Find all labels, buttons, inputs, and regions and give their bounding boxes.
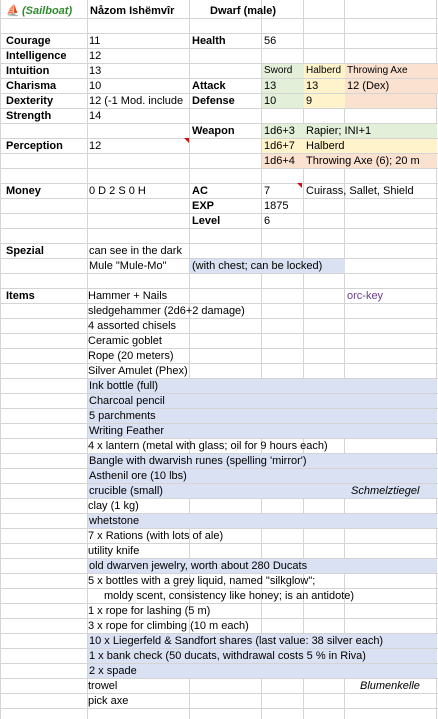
exp-label[interactable]: EXP [192,200,215,212]
special-mule[interactable]: Mule "Mule-Mo" [89,260,167,272]
row-gridline [0,228,438,229]
perception-value[interactable]: 12 [89,140,102,152]
row-gridline [0,168,438,169]
defense-halberd[interactable]: 9 [304,94,345,108]
list-item[interactable]: Bangle with dwarvish runes (spelling 'mirror') [88,454,437,468]
list-item[interactable]: 7 x Rations (with lots of ale) [88,530,224,542]
list-item[interactable]: 4 x lantern (metal with glass; oil for 9 hours each) [88,440,328,452]
health-label[interactable]: Health [192,35,226,47]
intuition-value[interactable]: 13 [89,65,102,77]
ac-value[interactable]: 7 [264,185,271,197]
charisma-label[interactable]: Charisma [6,80,57,92]
crucible-note[interactable]: Schmelztiegel [351,485,420,497]
list-item[interactable]: old dwarven jewelry, worth about 280 Ducats [88,559,437,573]
list-item[interactable]: Hammer + Nails [88,290,168,302]
weapon-label[interactable]: Weapon [192,125,235,137]
list-item[interactable]: Writing Feather [88,424,437,438]
weapon1-name[interactable]: Rapier; INI+1 [305,124,437,138]
list-item[interactable]: 1 x bank check (50 ducats, withdrawal costs 5 % in Riva) [88,649,437,663]
ac-description[interactable]: Cuirass, Sallet, Shield [306,185,414,197]
column-gridline [436,0,437,719]
items-label[interactable]: Items [6,290,35,302]
charisma-value[interactable]: 10 [89,80,102,92]
dexterity-label[interactable]: Dexterity [6,95,54,107]
level-value[interactable]: 6 [264,215,271,227]
list-item[interactable]: whetstone [88,514,437,528]
defense-label[interactable]: Defense [192,95,235,107]
column-gridline [0,0,1,719]
list-item[interactable]: pick axe [88,695,129,707]
list-item[interactable]: trowel [88,680,118,692]
list-item[interactable]: 2 x spade [88,664,437,678]
list-item[interactable]: Ink bottle (full) [88,379,437,393]
list-item[interactable]: 3 x rope for climbing (10 m each) [88,620,249,632]
list-item[interactable]: 5 parchments [88,409,437,423]
attack-halberd[interactable]: 13 [304,79,345,93]
weapon2-damage[interactable]: 1d6+7 [262,139,306,153]
special-line1[interactable]: can see in the dark [89,245,182,257]
defense-sword[interactable]: 10 [262,94,304,108]
list-item[interactable]: Ceramic goblet [88,335,162,347]
dexterity-value[interactable]: 12 (-1 Mod. include [89,95,184,107]
intelligence-label[interactable]: Intelligence [6,50,67,62]
list-item[interactable]: 10 x Liegerfeld & Sandfort shares (last value: 38 silver each) [88,634,437,648]
strength-label[interactable]: Strength [6,110,52,122]
defense-throwing-axe[interactable] [345,94,436,108]
courage-label[interactable]: Courage [6,35,51,47]
character-race[interactable]: Dwarf (male) [210,5,277,17]
row-gridline [0,273,438,274]
list-item[interactable]: crucible (small) [88,484,437,498]
comment-marker[interactable] [184,138,189,143]
list-item[interactable]: 4 assorted chisels [88,320,177,332]
weapon3-damage[interactable]: 1d6+4 [262,154,306,168]
orc-key-note[interactable]: orc-key [347,290,384,302]
sailboat-label[interactable]: (Sailboat) [22,5,73,17]
character-name[interactable]: Nåzom Ishëmvîr [90,5,175,17]
special-mule-note[interactable]: (with chest; can be locked) [190,259,345,273]
list-item[interactable]: Asthenil ore (10 lbs) [88,469,437,483]
level-label[interactable]: Level [192,215,221,227]
attack-sword[interactable]: 13 [262,79,304,93]
col-sword[interactable]: Sword [262,64,304,78]
list-item[interactable]: moldy scent, consistency like honey; is an antidote) [104,590,355,602]
attack-throwing-axe[interactable]: 12 (Dex) [345,79,438,93]
list-item[interactable]: utility knife [88,545,140,557]
row-gridline [0,708,438,709]
comment-marker[interactable] [297,183,302,188]
list-item[interactable]: 1 x rope for lashing (5 m) [88,605,211,617]
col-halberd[interactable]: Halberd [304,64,345,78]
list-item[interactable]: Silver Amulet (Phex) [88,365,188,377]
attack-label[interactable]: Attack [192,80,226,92]
intelligence-value[interactable]: 12 [89,50,102,62]
list-item[interactable]: 5 x bottles with a grey liquid, named "silkglow"; [88,575,316,587]
list-item[interactable]: sledgehammer (2d6+2 damage) [88,305,245,317]
strength-value[interactable]: 14 [89,110,102,122]
money-label[interactable]: Money [6,185,41,197]
weapon3-name[interactable]: Throwing Axe (6); 20 m [305,154,437,168]
col-throwing-axe[interactable]: Throwing Axe [345,64,438,78]
intuition-label[interactable]: Intuition [6,65,50,77]
special-label[interactable]: Spezial [6,245,44,257]
trowel-note[interactable]: Blumenkelle [360,680,420,692]
list-item[interactable]: Charcoal pencil [88,394,437,408]
weapon1-damage[interactable]: 1d6+3 [262,124,306,138]
exp-value[interactable]: 1875 [264,200,289,212]
list-item[interactable]: clay (1 kg) [88,500,139,512]
perception-label[interactable]: Perception [6,140,63,152]
weapon2-name[interactable]: Halberd [305,139,437,153]
money-value[interactable]: 0 D 2 S 0 H [89,185,146,197]
list-item[interactable]: Rope (20 meters) [88,350,174,362]
ac-label[interactable]: AC [192,185,208,197]
sailboat-icon: ⛵ [6,5,20,17]
row-gridline [0,18,438,19]
courage-value[interactable]: 11 [89,35,101,47]
health-value[interactable]: 56 [264,35,277,47]
